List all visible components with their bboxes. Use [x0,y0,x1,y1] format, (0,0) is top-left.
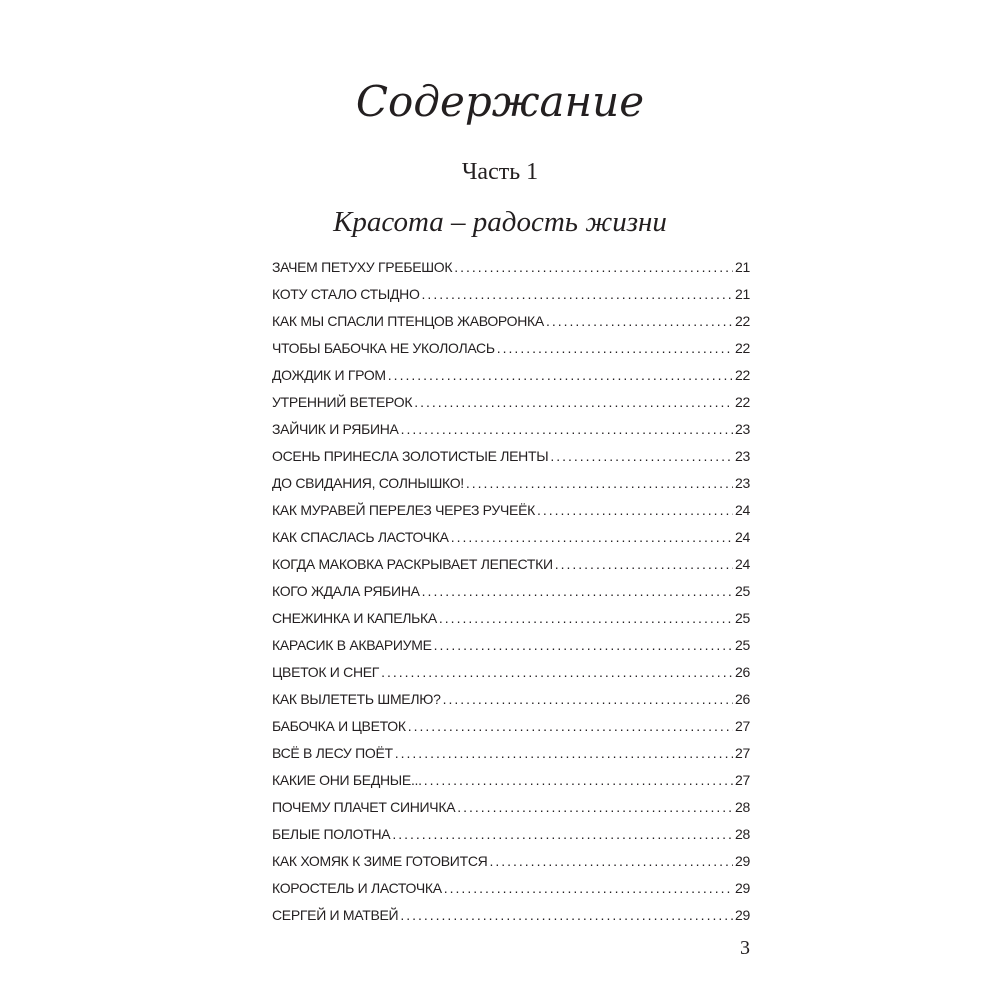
toc-entry-page: 24 [735,529,750,545]
toc-leader-dots [444,875,733,902]
toc-entry [272,578,750,605]
toc-entry-page: 27 [735,772,750,788]
toc-entry-title: КАК ВЫЛЕТЕТЬ ШМЕЛЮ? [272,691,441,707]
toc-entry [272,470,750,497]
toc-leader-dots [424,767,733,794]
toc-leader-dots [457,794,733,821]
toc-entry [272,875,750,902]
toc-entry-page: 29 [735,880,750,896]
toc-entry-title: ЗАЙЧИК И РЯБИНА [272,421,399,437]
section-heading: Красота – радость жизни [333,206,667,238]
toc-leader-dots [489,848,733,875]
toc-entry-title: ЗАЧЕМ ПЕТУХУ ГРЕБЕШОК [272,259,453,275]
toc-entry-page: 21 [735,286,750,302]
toc-entry-title: КАКИЕ ОНИ БЕДНЫЕ... [272,772,422,788]
toc-entry-title: ОСЕНЬ ПРИНЕСЛА ЗОЛОТИСТЫЕ ЛЕНТЫ [272,448,549,464]
toc-entry [272,281,750,308]
toc-entry [272,632,750,659]
toc-leader-dots [454,254,733,281]
toc-entry [272,767,750,794]
toc-entry-title: КАК СПАСЛАСЬ ЛАСТОЧКА [272,529,449,545]
toc-entry-page: 23 [735,448,750,464]
toc-entry-page: 22 [735,367,750,383]
toc-leader-dots [401,416,733,443]
toc-entry [272,443,750,470]
toc-entry-page: 21 [735,259,750,275]
toc-entry-page: 26 [735,691,750,707]
toc-entry-title: ДОЖДИК И ГРОМ [272,367,386,383]
toc-entry-title: УТРЕННИЙ ВЕТЕРОК [272,394,413,410]
table-of-contents [272,254,750,929]
toc-leader-dots [392,821,733,848]
toc-entry [272,605,750,632]
toc-entry-page: 29 [735,853,750,869]
toc-entry [272,713,750,740]
toc-leader-dots [439,605,733,632]
toc-entry [272,821,750,848]
toc-leader-dots [550,443,733,470]
toc-entry-title: ЧТОБЫ БАБОЧКА НЕ УКОЛОЛАСЬ [272,340,495,356]
toc-entry-page: 22 [735,340,750,356]
toc-entry-title: ПОЧЕМУ ПЛАЧЕТ СИНИЧКА [272,799,456,815]
toc-entry [272,416,750,443]
toc-entry-page: 22 [735,394,750,410]
toc-entry [272,740,750,767]
toc-entry-title: КОТУ СТАЛО СТЫДНО [272,286,420,302]
toc-entry-page: 25 [735,583,750,599]
toc-leader-dots [451,524,733,551]
toc-leader-dots [546,308,733,335]
toc-entry [272,659,750,686]
toc-entry-title: СЕРГЕЙ И МАТВЕЙ [272,907,399,923]
toc-entry-page: 23 [735,421,750,437]
toc-leader-dots [434,632,733,659]
toc-entry [272,524,750,551]
toc-leader-dots [537,497,733,524]
toc-entry-page: 26 [735,664,750,680]
toc-entry [272,362,750,389]
toc-entry-page: 25 [735,637,750,653]
toc-entry-title: КАК МЫ СПАСЛИ ПТЕНЦОВ ЖАВОРОНКА [272,313,544,329]
toc-entry-title: ВСЁ В ЛЕСУ ПОЁТ [272,745,393,761]
toc-leader-dots [395,740,733,767]
toc-entry [272,686,750,713]
toc-entry-page: 28 [735,799,750,815]
toc-entry-title: ЦВЕТОК И СНЕГ [272,664,380,680]
toc-leader-dots [443,686,733,713]
toc-entry [272,848,750,875]
toc-entry-title: ДО СВИДАНИЯ, СОЛНЫШКО! [272,475,464,491]
toc-entry-page: 22 [735,313,750,329]
toc-leader-dots [555,551,733,578]
toc-entry-title: БАБОЧКА И ЦВЕТОК [272,718,406,734]
toc-entry-title: КАРАСИК В АКВАРИУМЕ [272,637,432,653]
toc-leader-dots [422,281,733,308]
toc-entry-title: СНЕЖИНКА И КАПЕЛЬКА [272,610,437,626]
toc-entry-page: 27 [735,718,750,734]
toc-entry [272,551,750,578]
toc-entry-title: КОГДА МАКОВКА РАСКРЫВАЕТ ЛЕПЕСТКИ [272,556,553,572]
toc-leader-dots [388,362,733,389]
toc-entry [272,389,750,416]
toc-entry [272,497,750,524]
toc-leader-dots [381,659,733,686]
toc-entry-title: КАК МУРАВЕЙ ПЕРЕЛЕЗ ЧЕРЕЗ РУЧЕЁК [272,502,535,518]
page-title: Содержание [355,77,645,126]
toc-entry-page: 24 [735,556,750,572]
toc-entry [272,794,750,821]
toc-entry-title: КОРОСТЕЛЬ И ЛАСТОЧКА [272,880,442,896]
toc-leader-dots [400,902,733,929]
toc-entry [272,254,750,281]
toc-entry-page: 23 [735,475,750,491]
toc-entry-page: 28 [735,826,750,842]
toc-leader-dots [466,470,733,497]
toc-entry [272,902,750,929]
toc-entry-page: 24 [735,502,750,518]
toc-entry-title: КОГО ЖДАЛА РЯБИНА [272,583,420,599]
toc-leader-dots [422,578,733,605]
toc-entry-title: КАК ХОМЯК К ЗИМЕ ГОТОВИТСЯ [272,853,488,869]
toc-entry-page: 29 [735,907,750,923]
page-number: 3 [740,937,750,959]
toc-leader-dots [414,389,733,416]
toc-entry-page: 25 [735,610,750,626]
toc-entry [272,335,750,362]
part-heading: Часть 1 [461,159,539,185]
toc-entry-page: 27 [735,745,750,761]
toc-leader-dots [497,335,733,362]
toc-leader-dots [408,713,733,740]
toc-entry-title: БЕЛЫЕ ПОЛОТНА [272,826,391,842]
toc-entry [272,308,750,335]
